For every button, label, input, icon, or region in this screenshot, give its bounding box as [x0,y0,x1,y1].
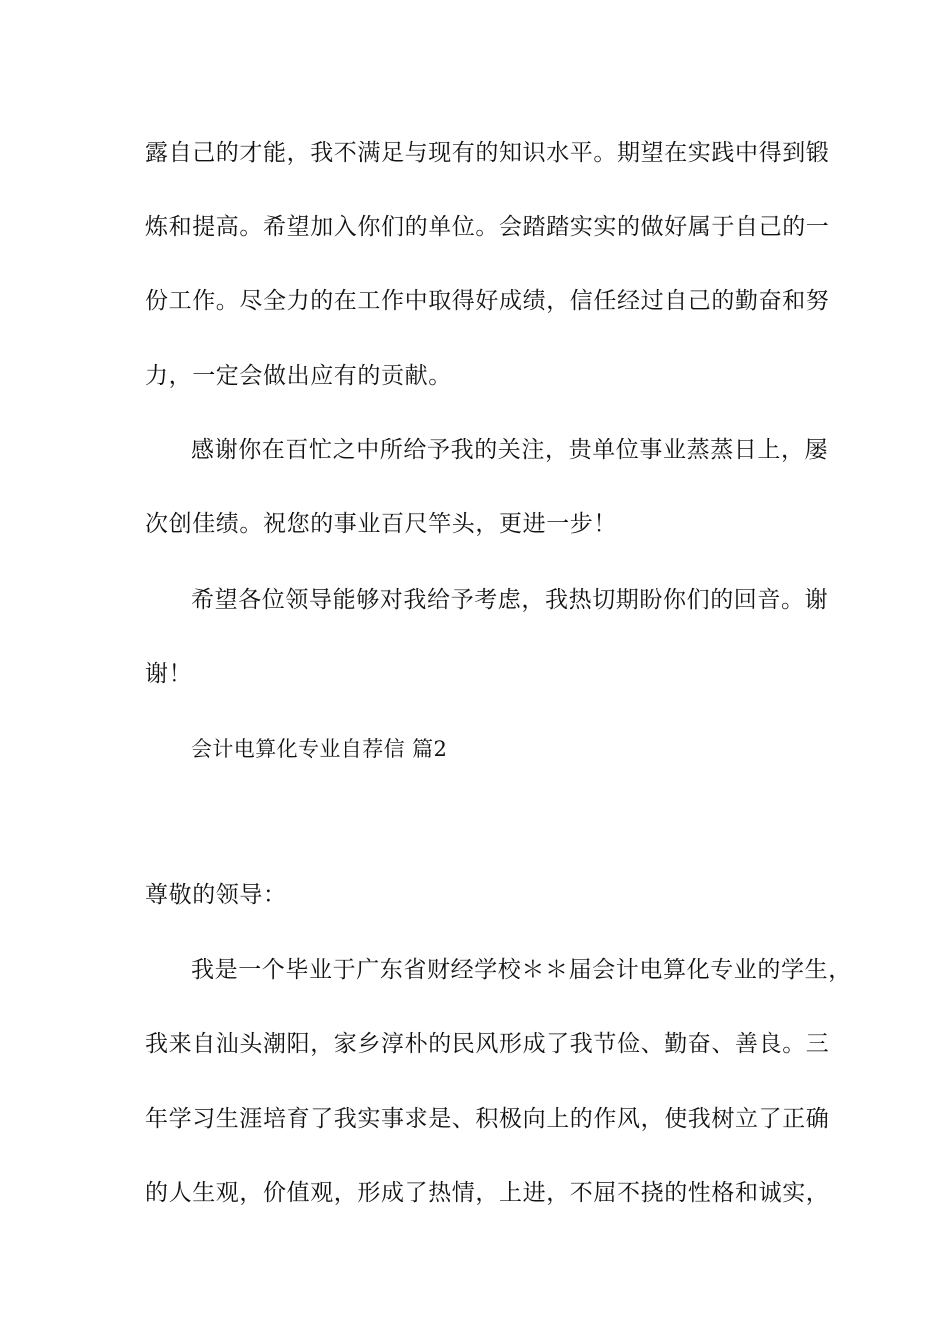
paragraph-line: 我是一个毕业于广东省财经学校＊＊届会计电算化专业的学生， [191,957,852,983]
paragraph-line: 的人生观，价值观，形成了热情，上进，不屈不挠的性格和诚实， [145,1180,830,1206]
paragraph-line: 年学习生涯培育了我实事求是、积极向上的作风，使我树立了正确 [145,1106,830,1132]
paragraph-line: 次创佳绩。祝您的事业百尺竿头，更进一步！ [145,511,617,537]
paragraph-line: 露自己的才能，我不满足与现有的知识水平。期望在实践中得到锻 [145,140,830,166]
paragraph-line: 份工作。尽全力的在工作中取得好成绩，信任经过自己的勤奋和努 [145,288,830,314]
section-heading: 会计电算化专业自荐信 篇2 [191,737,448,761]
paragraph-line: 力，一定会做出应有的贡献。 [145,363,452,389]
salutation: 尊敬的领导： [145,882,287,908]
paragraph-line: 谢！ [145,661,193,687]
paragraph-line: 我来自汕头潮阳，家乡淳朴的民风形成了我节俭、勤奋、善良。三 [145,1031,830,1057]
paragraph-line: 炼和提高。希望加入你们的单位。会踏踏实实的做好属于自己的一 [145,214,830,240]
paragraph-line: 希望各位领导能够对我给予考虑，我热切期盼你们的回音。谢 [191,587,829,613]
paragraph-line: 感谢你在百忙之中所给予我的关注，贵单位事业蒸蒸日上，屡 [191,437,829,463]
